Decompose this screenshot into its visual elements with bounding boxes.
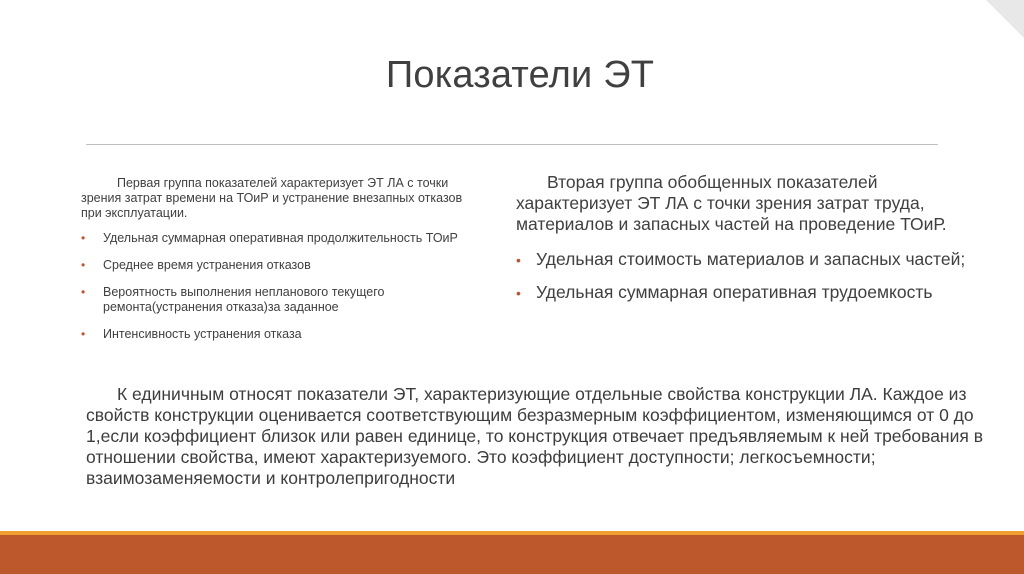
left-column <box>81 176 481 354</box>
list-item <box>516 249 984 270</box>
list-item-text: Вероятность выполнения непланового текущего ремонта(устранения отказа)за заданное <box>103 285 385 314</box>
list-item-text: Удельная стоимость материалов и запасных частей; <box>536 249 966 269</box>
list-item-text: Удельная суммарная оперативная трудоемкость <box>536 282 933 302</box>
bullet-icon: • <box>81 258 86 272</box>
bullet-icon: • <box>516 252 521 268</box>
corner-decoration <box>986 0 1024 38</box>
list-item <box>81 231 481 246</box>
slide-title: Показатели ЭТ <box>385 54 655 96</box>
list-item <box>81 258 481 273</box>
footer-band <box>0 535 1024 574</box>
bullet-icon: • <box>81 327 86 341</box>
right-bullet-list <box>516 249 984 303</box>
title-divider <box>86 144 938 145</box>
right-intro-text: Вторая группа обобщенных показателей характеризует ЭТ ЛА с точки зрения затрат труда, материалов и запасных частей на проведение ТОиР. <box>516 172 947 234</box>
bullet-icon: • <box>81 285 86 299</box>
list-item <box>516 282 984 303</box>
left-bullet-list <box>81 231 481 342</box>
right-column <box>516 172 984 315</box>
list-item <box>81 327 481 342</box>
list-item-text: Удельная суммарная оперативная продолжительность ТОиР <box>103 231 458 245</box>
left-intro-text: Первая группа показателей характеризует ЭТ ЛА с точки зрения затрат времени на ТОиР и устранение внезапных отказов при эксплуатации. <box>81 176 463 220</box>
list-item <box>81 285 481 315</box>
bullet-icon: • <box>516 285 521 301</box>
list-item-text: Среднее время устранения отказов <box>103 258 311 272</box>
list-item-text: Интенсивность устранения отказа <box>103 327 302 341</box>
bottom-paragraph: К единичным относят показатели ЭТ, характеризующие отдельные свойства конструкции ЛА. Каждое из свойств конструкции оценивается соответствующим безразмерным коэффициентом, изменяющимся от 0 до 1,если коэффициент близок или равен единице, то конструкция отвечает предъявляемым к ней требования в отношении свойства, имеют характеризуемого. Это коэффициент доступности; легкосъемности; взаимозаменяемости и контролепригодности <box>86 384 984 488</box>
bullet-icon: • <box>81 231 86 245</box>
